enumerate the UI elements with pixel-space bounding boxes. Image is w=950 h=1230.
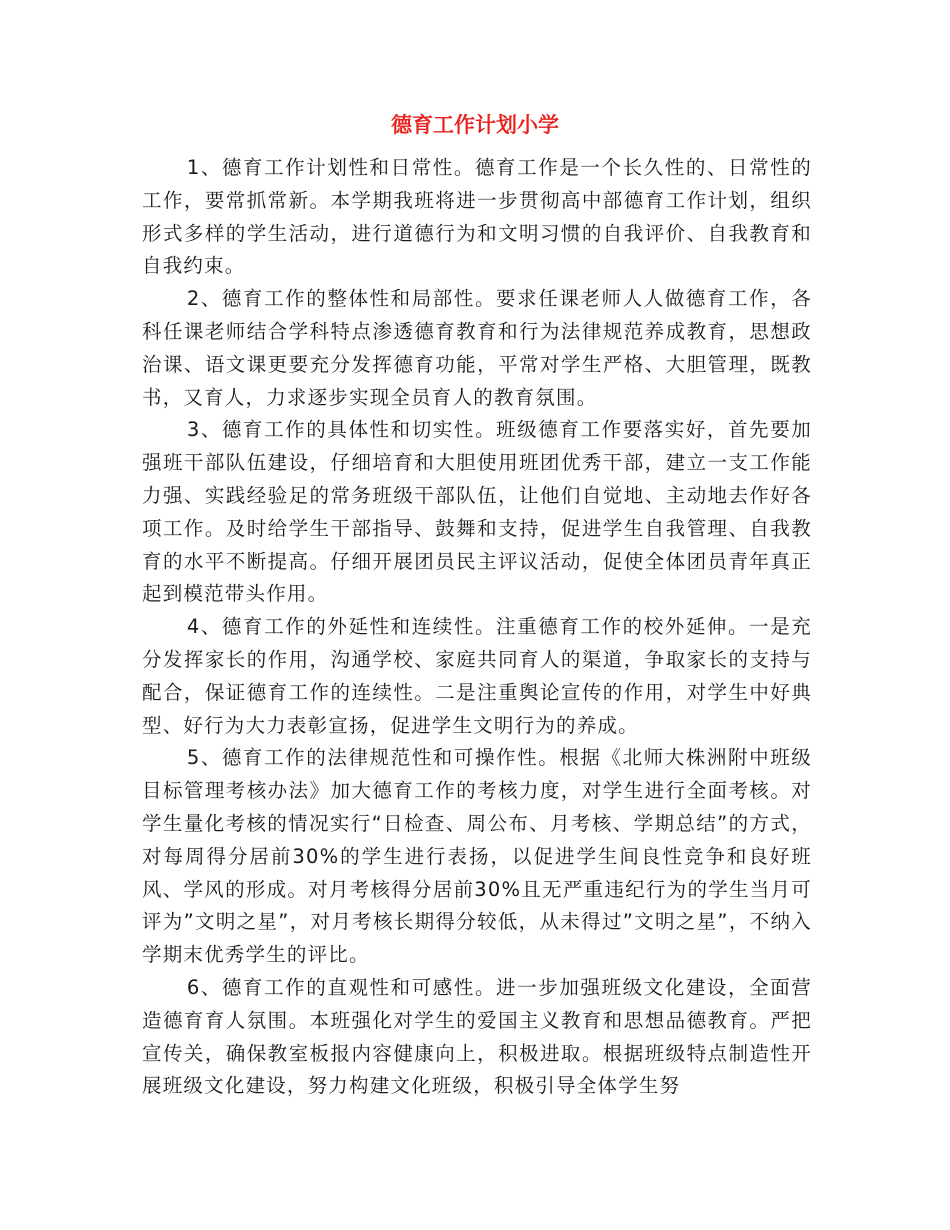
document-title: 德育工作计划小学 (391, 113, 559, 137)
paragraph-6: 6、德育工作的直观性和可感性。进一步加强班级文化建设，全面营造德育育人氛围。本班强化对学生的爱国主义教育和思想品德教育。严把宣传关，确保教室板报内容健康向上，积极进取。根据班级特点制造性开展班级文化建设，努力构建文化班级，积极引导全体学生努 (142, 975, 812, 1098)
paragraph-5: 5、德育工作的法律规范性和可操作性。根据《北师大株洲附中班级目标管理考核办法》加大德育工作的考核力度，对学生进行全面考核。对学生量化考核的情况实行“日检查、周公布、月考核、学期总结”的方式，对每周得分居前30%的学生进行表扬，以促进学生间良性竞争和良好班风、学风的形成。对月考核得分居前30%且无严重违纪行为的学生当月可评为”文明之星”，对月考核长期得分较低，从未得过”文明之星”，不纳入学期末优秀学生的评比。 (142, 746, 812, 967)
paragraph-4: 4、德育工作的外延性和连续性。注重德育工作的校外延伸。一是充分发挥家长的作用，沟通学校、家庭共同育人的渠道，争取家长的支持与配合，保证德育工作的连续性。二是注重舆论宣传的作用，对学生中好典型、好行为大力表彰宣扬，促进学生文明行为的养成。 (142, 615, 812, 737)
paragraph-1: 1、德育工作计划性和日常性。德育工作是一个长久性的、日常性的工作，要常抓常新。本学期我班将进一步贯彻高中部德育工作计划，组织形式多样的学生活动，进行道德行为和文明习惯的自我评价、自我教育和自我约束。 (142, 156, 812, 278)
document-body (142, 152, 812, 1103)
paragraph-2: 2、德育工作的整体性和局部性。要求任课老师人人做德育工作，各科任课老师结合学科特点渗透德育教育和行为法律规范养成教育，思想政治课、语文课更要充分发挥德育功能，平常对学生严格、大胆管理，既教书，又育人，力求逐步实现全员育人的教育氛围。 (142, 287, 812, 409)
paragraph-3: 3、德育工作的具体性和切实性。班级德育工作要落实好，首先要加强班干部队伍建设，仔细培育和大胆使用班团优秀干部，建立一支工作能力强、实践经验足的常务班级干部队伍，让他们自觉地、主动地去作好各项工作。及时给学生干部指导、鼓舞和支持，促进学生自我管理、自我教育的水平不断提高。仔细开展团员民主评议活动，促使全体团员青年真正起到模范带头作用。 (142, 418, 812, 606)
